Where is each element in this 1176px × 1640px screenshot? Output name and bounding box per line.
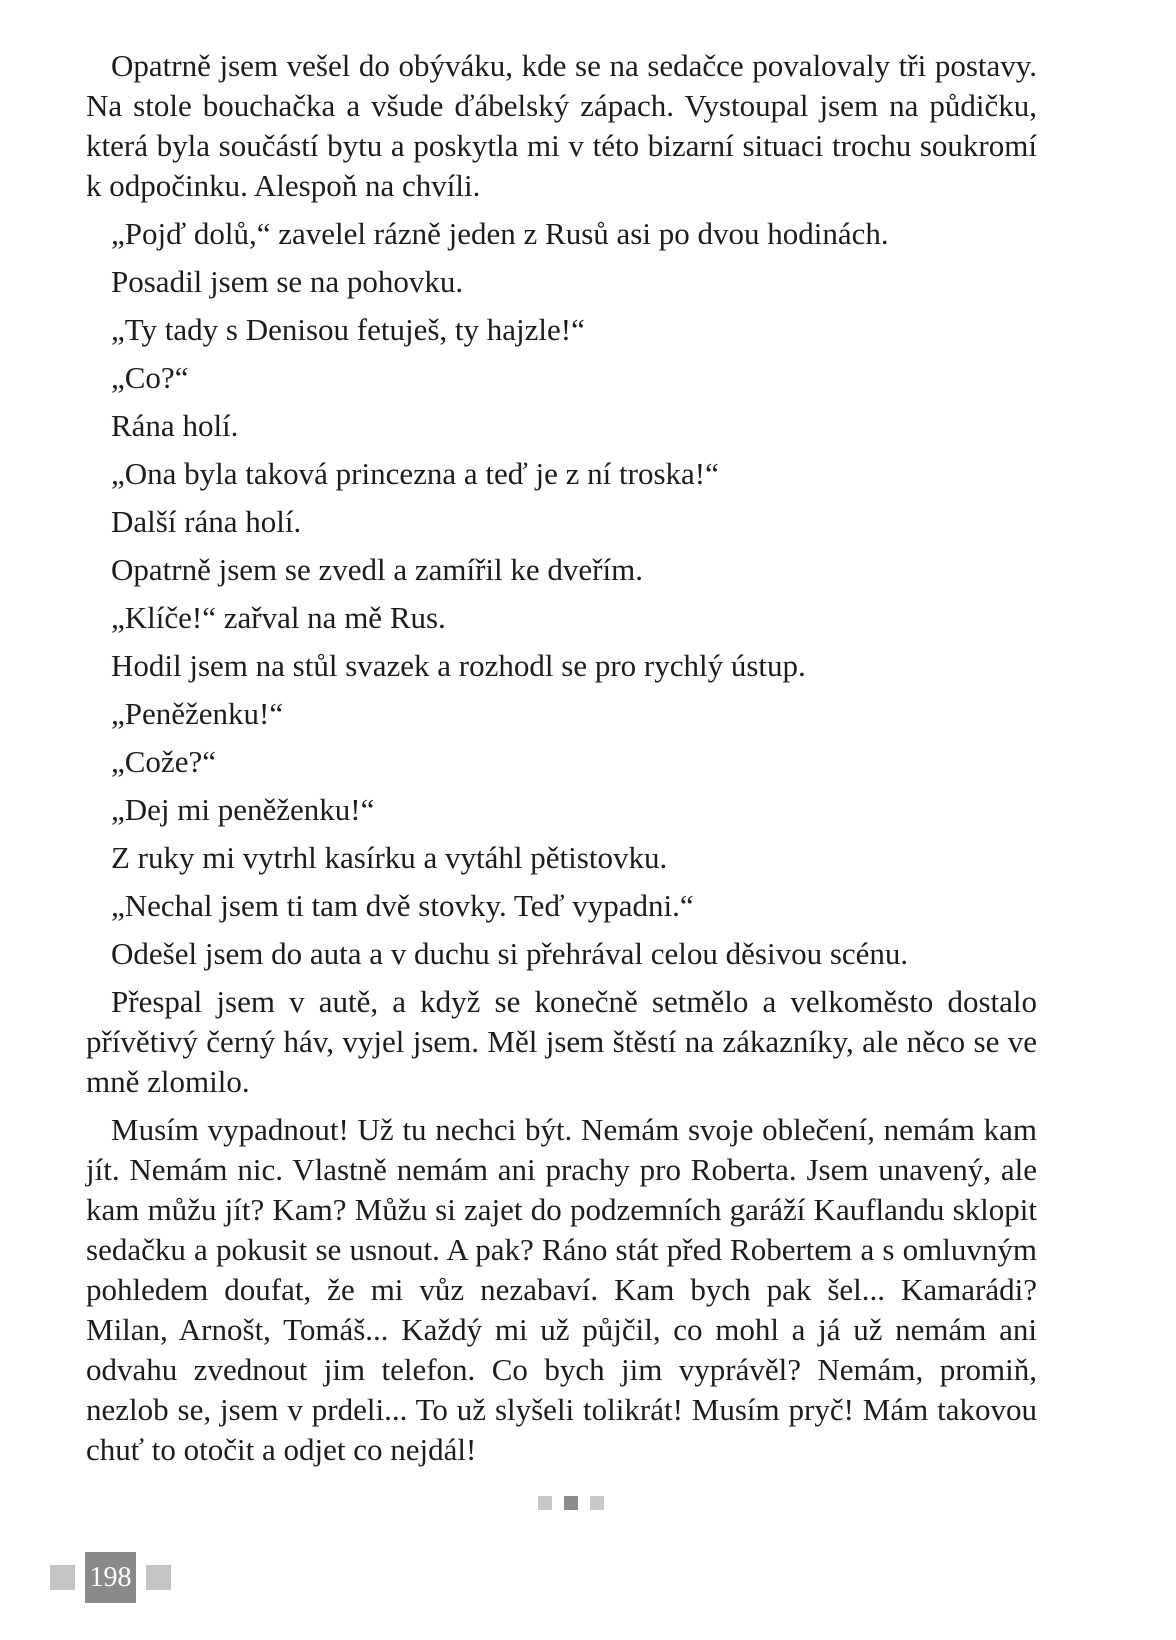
paragraph-5: „Co?“ <box>111 360 189 395</box>
paragraph-3: Posadil jsem se na pohovku. <box>111 264 464 299</box>
paragraph-14: „Dej mi peněženku!“ <box>111 792 375 827</box>
paragraph-2: „Pojď dolů,“ zavelel rázně jeden z Rusů asi po dvou hodinách. <box>111 216 889 251</box>
paragraph-1: Opatrně jsem vešel do obýváku, kde se na sedačce povalovaly tři postavy. Na stole bouchačka a všude ďábelský zápach. Vystoupal jsem na půdičku, která byla součástí bytu a poskytla mi v této bizarní situaci trochu soukromí k odpočinku. Alespoň na chvíli. <box>86 48 1037 203</box>
paragraph-12: „Peněženku!“ <box>111 696 284 731</box>
ornament-square-left <box>538 1496 552 1510</box>
paragraph-11: Hodil jsem na stůl svazek a rozhodl se pro rychlý ústup. <box>111 648 806 683</box>
paragraph-16: „Nechal jsem ti tam dvě stovky. Teď vypadni.“ <box>111 888 694 923</box>
paragraph-10: „Klíče!“ zařval na mě Rus. <box>111 600 446 635</box>
footer-square-left <box>50 1565 75 1590</box>
paragraph-8: Další rána holí. <box>111 504 302 539</box>
ornament-square-center <box>564 1496 578 1510</box>
section-break-ornament <box>538 1496 604 1510</box>
paragraph-9: Opatrně jsem se zvedl a zamířil ke dveřím. <box>111 552 643 587</box>
paragraph-4: „Ty tady s Denisou fetuješ, ty hajzle!“ <box>111 312 585 347</box>
paragraph-6: Rána holí. <box>111 408 239 443</box>
footer-square-right <box>146 1565 171 1590</box>
ornament-square-right <box>590 1496 604 1510</box>
paragraph-17: Odešel jsem do auta a v duchu si přehrával celou děsivou scénu. <box>111 936 909 971</box>
paragraph-19: Musím vypadnout! Už tu nechci být. Nemám svoje oblečení, nemám kam jít. Nemám nic. Vlastně nemám ani prachy pro Roberta. Jsem unavený, ale kam můžu jít? Kam? Můžu si zajet do podzemních garáží Kauflandu sklopit sedačku a pokusit se usnout. A pak? Ráno stát před Robertem a s omluvným pohledem doufat, že mi vůz nezabaví. Kam bych pak šel... Kamarádi? Milan, Arnošt, Tomáš... Každý mi už půjčil, co mohl a já už nemám ani odvahu zvednout jim telefon. Co bych jim vyprávěl? Nemám, promiň, nezlob se, jsem v prdeli... To už slyšeli tolikrát! Musím pryč! Mám takovou chuť to otočit a odjet co nejdál! <box>86 1112 1037 1467</box>
page-number: 198 <box>85 1552 136 1603</box>
paragraph-7: „Ona byla taková princezna a teď je z ní troska!“ <box>111 456 719 491</box>
paragraph-18: Přespal jsem v autě, a když se konečně setmělo a velkoměsto dostalo přívětivý černý háv, vyjel jsem. Měl jsem štěstí na zákazníky, ale něco se ve mně zlomilo. <box>86 984 1037 1099</box>
paragraph-13: „Cože?“ <box>111 744 216 779</box>
page-footer <box>50 1552 171 1603</box>
page-body <box>86 46 1037 1478</box>
paragraph-15: Z ruky mi vytrhl kasírku a vytáhl pětistovku. <box>111 840 668 875</box>
